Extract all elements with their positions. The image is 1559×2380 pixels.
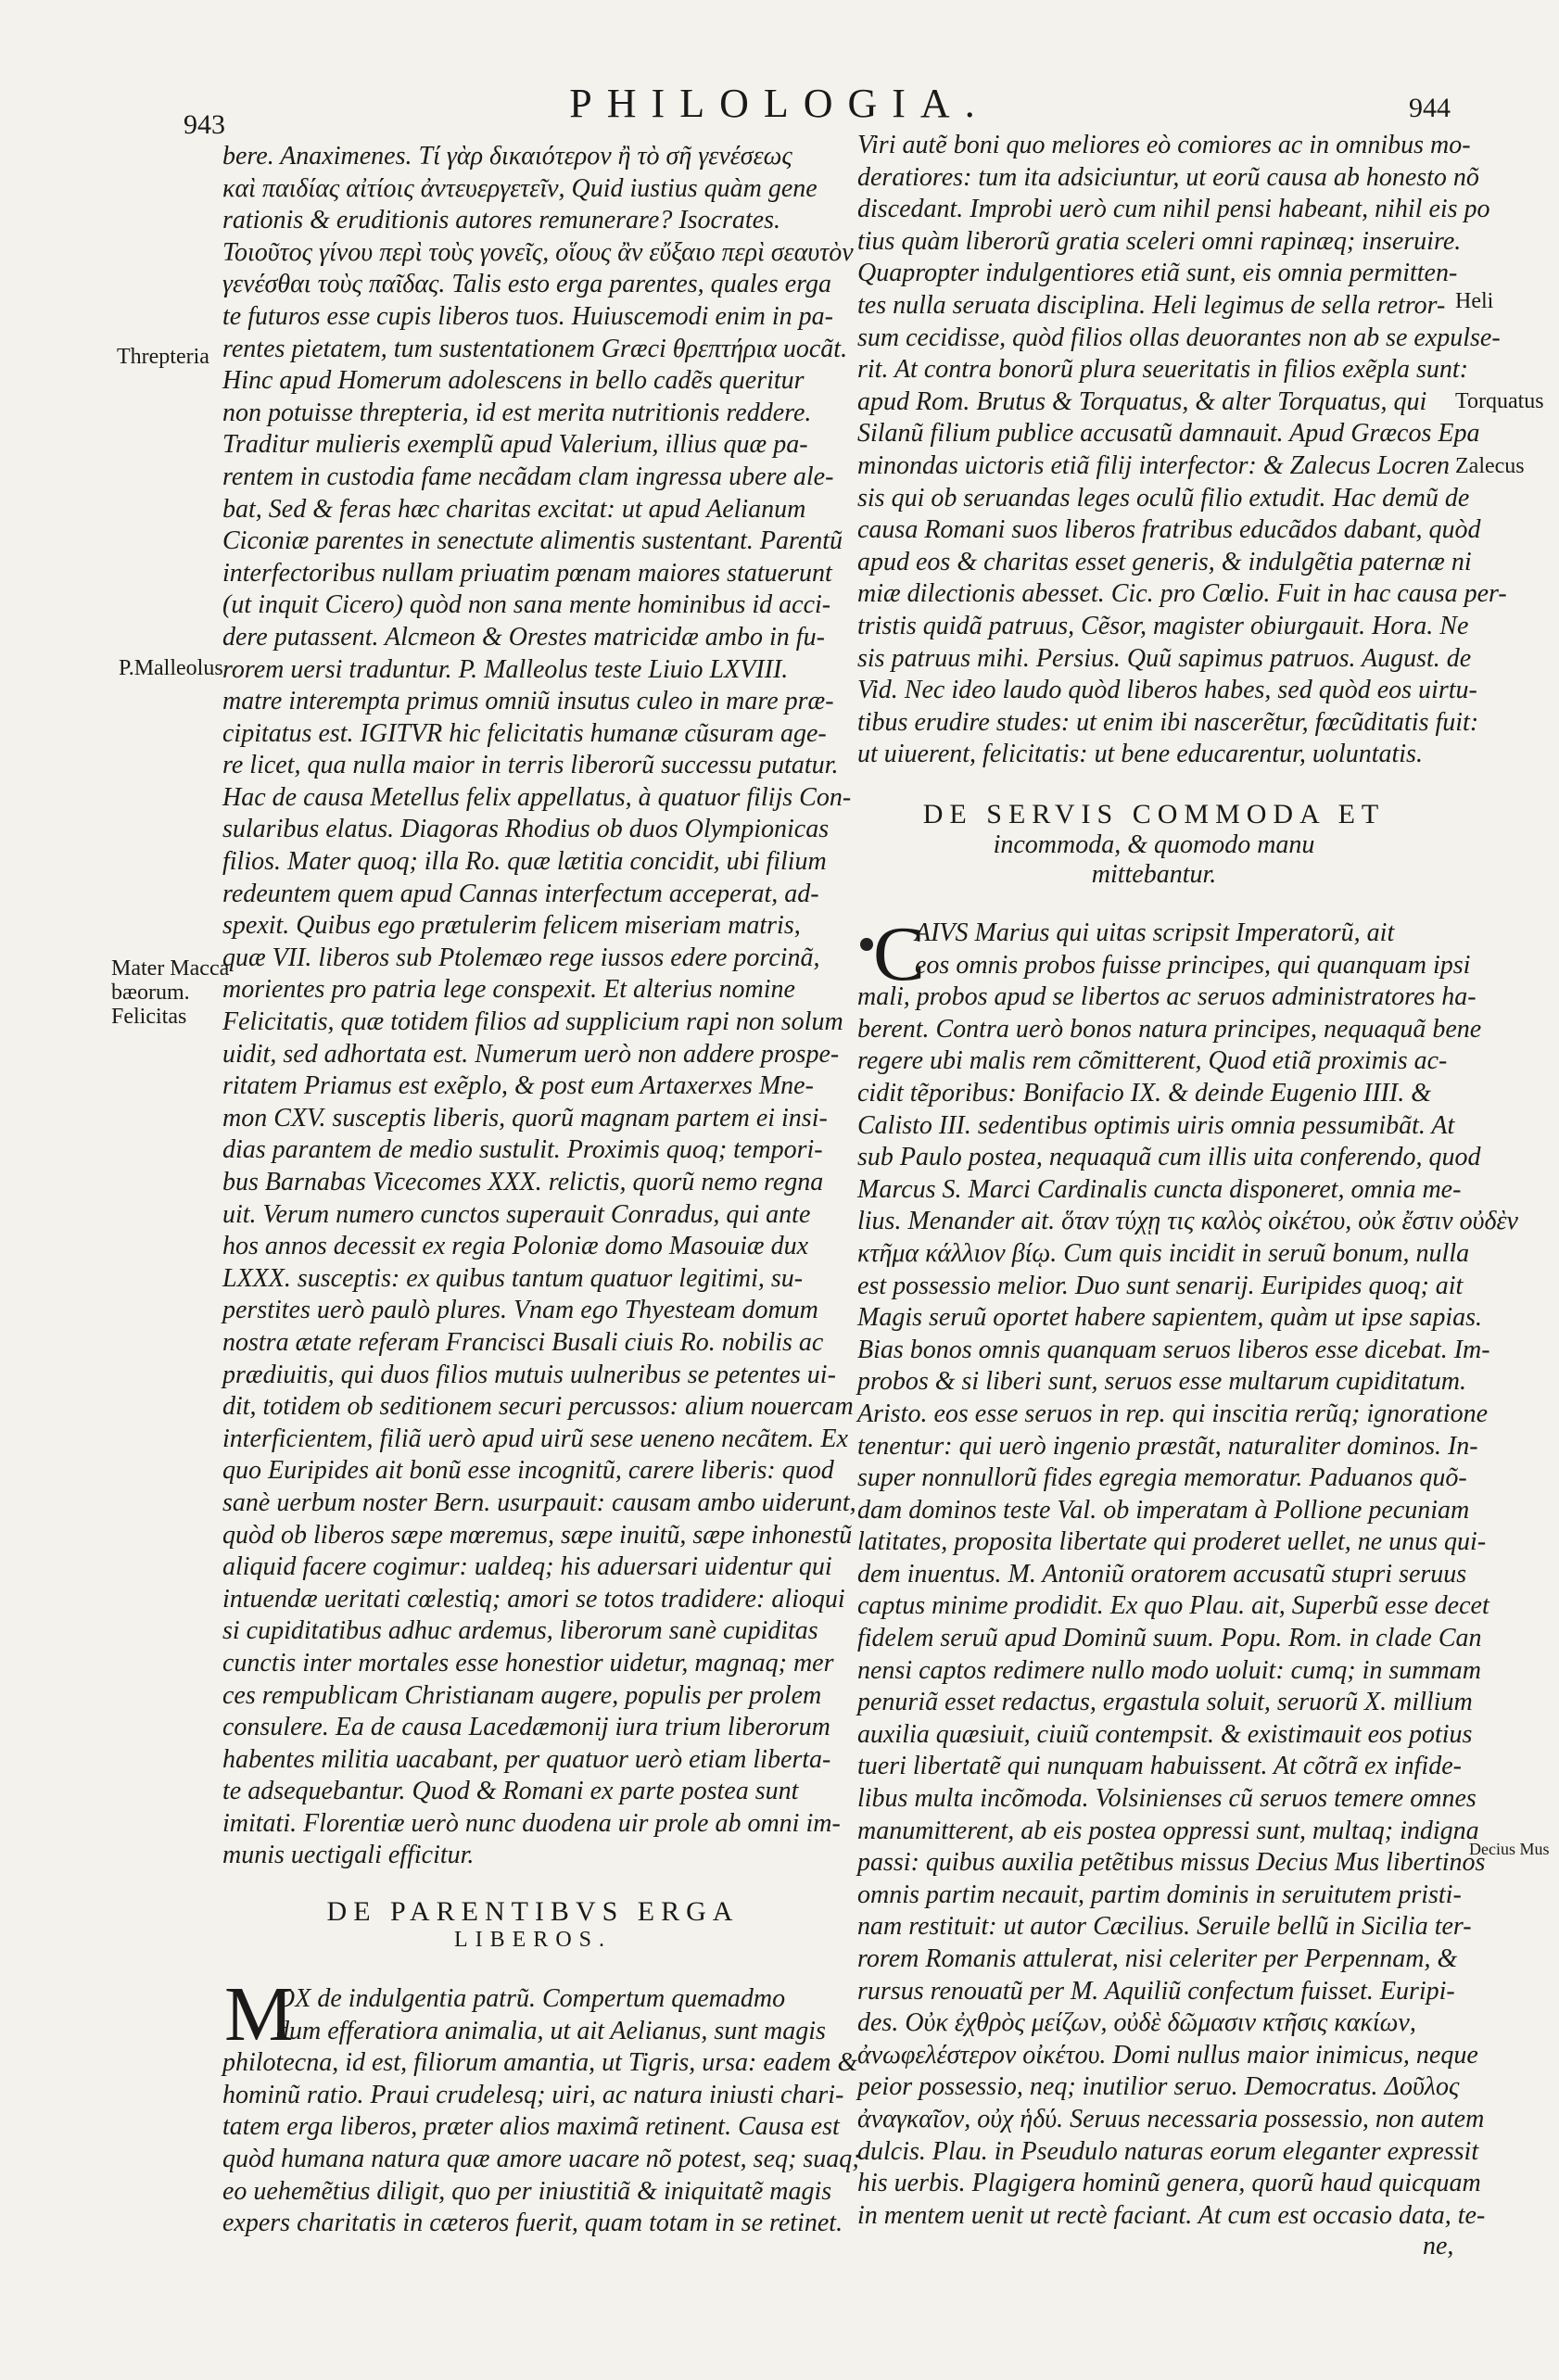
drop-cap-m: M — [224, 1971, 294, 2057]
text-line: dulcis. Plau. in Pseudulo naturas eorum eleganter expressit — [857, 2136, 1479, 2166]
text-line: tueri libertatẽ qui nunquam habuissent. At cõtrã ex infide- — [857, 1752, 1462, 1781]
text-line: Traditur mulieris exemplũ apud Valerium, illius quæ pa- — [222, 430, 808, 460]
text-line: Bias bonos omnis quanquam seruos liberos esse dicebat. Im- — [857, 1335, 1490, 1364]
text-line: ces rempublicam Christianam augere, populis per prolem — [222, 1680, 822, 1710]
text-line: eo uehemẽtius diligit, quo per iniustitiã & iniquitatẽ magis — [222, 2176, 832, 2206]
text-line: intuendæ ueritati cœlestiq; amori se totos tradidere: alioqui — [222, 1584, 845, 1614]
text-line: perstites uerò paulò plures. Vnam ego Thyesteam domum — [222, 1296, 818, 1325]
text-line: eos omnis probos fuisse principes, qui quanquam ipsi — [915, 950, 1471, 980]
text-line: probos & si liberi sunt, seruos esse multarum cupiditatum. — [857, 1367, 1466, 1397]
text-line: Calisto III. sedentibus optimis uiris omnia pessumibãt. At — [857, 1110, 1455, 1140]
text-line: interfectoribus nullam priuatim pœnam maiores statuerunt — [222, 558, 832, 588]
text-line: rentem in custodia fame necãdam clam ingressa ubere ale- — [222, 462, 834, 491]
heading-line: mittebantur. — [1091, 860, 1217, 889]
text-line: passi: quibus auxilia petẽtibus missus Decius Mus libertinos — [857, 1848, 1486, 1878]
heading-line: LIBEROS. — [453, 1928, 612, 1952]
text-line: Silanũ filium publice accusatũ damnauit. Apud Græcos Epa — [857, 419, 1480, 449]
text-line: AIVS Marius qui uitas scripsit Imperatorũ, ait — [915, 918, 1395, 947]
text-line: rursus renouatũ per M. Aquiliũ confectum fuisset. Euripi- — [857, 1976, 1455, 2006]
margin-note-heli: Heli — [1455, 289, 1494, 313]
text-line: hos annos decessit ex regia Poloniæ domo Masouiæ dux — [222, 1232, 809, 1261]
right-column-top — [857, 130, 1507, 771]
text-line: LXXX. susceptis: ex quibus tantum quatuor legitimi, su- — [222, 1263, 804, 1293]
margin-note-decius-mus: Decius Mus — [1469, 1840, 1550, 1858]
text-line: Hinc apud Homerum adolescens in bello cadẽs queritur — [222, 366, 805, 396]
text-line: καὶ παιδίας αἰτίοις ἀντευεργετεῖν, Quid iustius quàm gene — [222, 173, 818, 203]
text-line: quòd humana natura quæ amore uacare nõ potest, seq; suaq; — [222, 2144, 861, 2173]
margin-note-torquatus: Torquatus — [1455, 389, 1544, 413]
text-line: tes nulla seruata disciplina. Heli legimus de sella retror- — [857, 290, 1446, 320]
text-line: des. Οὐκ ἐχθρὸς μείζων, οὐδὲ δῶμασιν κτῆσις κακίων, — [857, 2008, 1416, 2038]
section-heading-de-servis — [857, 799, 1451, 890]
text-line: lius. Menander ait. ὅταν τύχῃ τις καλὸς οἰκέτου, οὐκ ἔστιν οὐδὲν — [857, 1207, 1518, 1236]
text-line: aliquid facere cogimur: ualdeq; his aduersari uidentur qui — [222, 1552, 832, 1582]
margin-note-mater-maccabaeorum: Mater Macca bæorum. Felicitas — [111, 956, 230, 1029]
text-line: dem inuentus. M. Antoniũ oratorem accusatũ stupri seruus — [857, 1559, 1467, 1589]
heading-line: DE SERVIS COMMODA ET — [922, 799, 1386, 829]
text-line: habentes militia uacabant, per quatuor uerò etiam liberta- — [222, 1744, 831, 1774]
text-line: te adsequebantur. Quod & Romani ex parte postea sunt — [222, 1777, 799, 1806]
right-column-bottom — [857, 911, 1518, 2232]
left-column-bottom — [222, 1983, 861, 2240]
text-line: consulere. Ea de causa Lacedæmonij iura trium liberorum — [222, 1713, 830, 1742]
text-line: quòd ob liberos sæpe mœremus, sæpe inuitũ, sæpe inhonestũ — [222, 1520, 853, 1550]
text-line: latitates, proposita libertate qui proderet uellet, ne unus qui- — [857, 1527, 1487, 1557]
text-line: rorem Romanis attulerat, nisi celeriter per Perpennam, & — [857, 1944, 1458, 1973]
text-line: spexit. Quibus ego prætulerim felicem miseriam matris, — [222, 911, 801, 941]
text-line: dere putassent. Alcmeon & Orestes matricidæ ambo in fu- — [222, 622, 825, 652]
text-line: te futuros esse cupis liberos tuos. Huiuscemodi enim in pa- — [222, 301, 833, 331]
text-line: in mentem uenit ut rectè faciant. At cum est occasio data, te- — [857, 2200, 1486, 2230]
text-line: tius quàm liberorũ gratia sceleri omni rapinæq; inseruire. — [857, 226, 1462, 256]
text-line: si cupiditatibus adhuc ardemus, liberorum sanè cupiditas — [222, 1616, 818, 1646]
text-line: miæ dilectionis abesset. Cic. pro Cœlio. Fuit in hac causa per- — [857, 579, 1507, 609]
text-line: apud eos & charitas esset generis, & indulgẽtia paternæ ni — [857, 547, 1472, 576]
text-line: dit, totidem ob seditionem securi percussos: alium nouercam — [222, 1392, 854, 1422]
text-line: omnis partim necauit, partim dominis in seruitutem pristi- — [857, 1880, 1462, 1909]
text-line: rationis & eruditionis autores remunerare? Isocrates. — [222, 206, 780, 235]
text-line: Ciconiæ parentes in senectute alimentis sustentant. Parentũ — [222, 526, 843, 556]
text-line: auxilia quæsiuit, ciuiũ contempsit. & existimauit eos potius — [857, 1719, 1473, 1749]
heading-line: incommoda, & quomodo manu — [993, 830, 1315, 859]
text-line: interficientem, filiã uerò apud uirũ sese ueneno necãtem. Ex — [222, 1424, 848, 1453]
text-line: super nonnullorũ fides egregia memoratur. Paduanos quõ- — [857, 1463, 1467, 1493]
text-line: Felicitatis, quæ totidem filios ad supplicium rapi non solum — [222, 1007, 843, 1037]
text-line: sub Paulo postea, nequaquã cum illis uita conferendo, quod — [857, 1143, 1481, 1172]
text-line: captus minime prodidit. Ex quo Plau. ait, Superbũ esse decet — [857, 1591, 1489, 1621]
text-line: γενέσθαι τοὺς παῖδας. Talis esto erga parentes, quales erga — [222, 270, 832, 299]
text-line: re licet, qua nulla maior in terris liberorũ successu putatur. — [222, 751, 839, 780]
section-heading-de-parentibus — [222, 1896, 843, 1953]
running-title: PHILOLOGIA. — [569, 81, 990, 126]
text-line: tristis quidã patruus, Cẽsor, magister obiurgauit. Hora. Ne — [857, 611, 1469, 640]
text-line: manumitterent, ab eis postea oppressi sunt, multaq; indigna — [857, 1816, 1479, 1845]
left-column-top — [222, 141, 856, 1872]
text-line: ἀναγκαῖον, οὐχ ἡδύ. Seruus necessaria possessio, non autem — [857, 2104, 1485, 2133]
text-line: cunctis inter mortales esse honestior uidetur, magnaq; mer — [222, 1648, 834, 1677]
text-line: sanè uerbum noster Bern. usurpauit: causam ambo uiderunt, — [222, 1488, 856, 1517]
text-line: fidelem seruũ apud Dominũ suum. Popu. Rom. in clade Can — [857, 1624, 1482, 1653]
text-line: expers charitatis in cæteros fuerit, quam totam in se retinet. — [222, 2209, 843, 2238]
text-line: berent. Contra uerò bonos natura principes, nequaquã bene — [857, 1014, 1482, 1044]
text-line: rorem uersi traduntur. P. Malleolus teste Liuio LXVIII. — [222, 654, 789, 684]
text-line: regere ubi malis rem cõmitterent, Quod etiã proximis ac- — [857, 1046, 1448, 1076]
text-line: morientes pro patria lege conspexit. Et alterius nomine — [222, 975, 795, 1005]
text-line: causa Romani suos liberos fratribus educãdos dabant, quòd — [857, 515, 1481, 545]
text-line: quo Euripides ait bonũ esse incognitũ, carere liberis: quod — [222, 1456, 834, 1486]
text-line: Quapropter indulgentiores etiã sunt, eis omnia permitten- — [857, 259, 1458, 288]
page-number-left: 943 — [184, 109, 225, 140]
text-line: bere. Anaximenes. Τί γὰρ δικαιότερον ἢ τὸ σῆ γενέσεως — [222, 142, 792, 171]
text-line: Vid. Nec ideo laudo quòd liberos habes, sed quòd eos uirtu- — [857, 676, 1477, 705]
text-line: filios. Mater quoq; illa Ro. quæ lætitia concidit, ubi filium — [222, 847, 827, 877]
text-line: munis uectigali efficitur. — [222, 1841, 475, 1870]
text-line: uidit, sed adhortata est. Numerum uerò non addere prospe- — [222, 1039, 840, 1069]
text-line: dias parantem de medio sustulit. Proximis quoq; tempori- — [222, 1135, 823, 1165]
text-line: peior possessio, neq; inutilior seruo. Democratus. Δοῦλος — [857, 2072, 1460, 2102]
page-number-right: 944 — [1409, 93, 1451, 123]
text-line: bus Barnabas Vicecomes XXX. relictis, quorũ nemo regna — [222, 1168, 824, 1196]
text-line: discedant. Improbi uerò cum nihil pensi habeant, nihil eis po — [857, 195, 1490, 224]
text-line: dam dominos teste Val. ob imperatam à Pollione pecuniam — [857, 1495, 1470, 1525]
heading-line: DE PARENTIBVS ERGA — [326, 1896, 740, 1927]
text-line: mali, probos apud se libertos ac seruos administratores ha- — [857, 982, 1477, 1012]
text-line: redeuntem quem apud Cannas interfectum acceperat, ad- — [222, 879, 819, 908]
text-line: sis patruus mihi. Persius. Quũ sapimus patruos. August. de — [857, 643, 1472, 673]
text-line: uit. Verum numero cunctos superauit Conradus, qui ante — [222, 1199, 811, 1229]
text-line: ritatem Priamus est exẽplo, & post eum Artaxerxes Mne- — [222, 1071, 814, 1101]
text-line: penuriã esset redactus, ergastula soluit, seruorũ X. millium — [857, 1688, 1473, 1717]
margin-note-zalecus: Zalecus — [1455, 454, 1525, 478]
margin-note-malleolus: P.Malleolus — [119, 656, 223, 680]
text-line: imitati. Florentiæ uerò nunc duodena uir prole ab omni im- — [222, 1808, 841, 1838]
text-line: his uerbis. Plagigera hominũ genera, quorũ haud quicquam — [857, 2169, 1481, 2198]
text-line: deratiores: tum ita adsiciuntur, ut eorũ causa ab honesto nõ — [857, 162, 1479, 192]
text-line: libus multa incõmoda. Volsinienses cũ seruos temere omnes — [857, 1784, 1477, 1814]
text-line: ἀνωφελέστερον οἰκέτου. Domi nullus maior inimicus, neque — [857, 2040, 1478, 2070]
text-line: rit. At contra bonorũ plura seueritatis in filios exẽpla sunt: — [857, 355, 1469, 385]
text-line: prædiuitis, qui duos filios mutuis uulneribus se petentes ui- — [222, 1360, 836, 1389]
drop-cap-c: C — [873, 911, 926, 997]
text-line: tenentur: qui uerò ingenio præstãt, naturaliter dominos. In- — [857, 1431, 1478, 1461]
text-line: dum efferatiora animalia, ut ait Aelianus, sunt magis — [276, 2016, 826, 2045]
text-line: Magis seruũ oportet habere sapientem, quàm ut ipse sapias. — [857, 1303, 1483, 1333]
text-line: minondas uictoris etiã filij interfector: & Zalecus Locren — [857, 450, 1451, 480]
text-line: sum cecidisse, quòd filios ollas deuorantes non ab se expulse- — [857, 323, 1501, 352]
text-line: ut uiuerent, felicitatis: ut bene educarentur, uoluntatis. — [857, 740, 1423, 769]
text-line: bat, Sed & feras hæc charitas excitat: ut apud Aelianum — [222, 494, 806, 524]
text-line: OX de indulgentia patrũ. Compertum quemadmo — [276, 1984, 786, 2013]
text-line: mon CXV. susceptis liberis, quorũ magnam partem ei insi- — [222, 1103, 828, 1133]
text-line: nensi captos redimere nullo modo uoluit: cumq; in summam — [857, 1655, 1481, 1685]
text-line: est possessio melior. Duo sunt senarij. Euripides quoq; ait — [857, 1271, 1464, 1300]
text-line: rentes pietatem, tum sustentationem Græci θρεπτήρια uocãt. — [222, 334, 848, 363]
text-line: Τοιοῦτος γίνου περὶ τοὺς γονεῖς, οἵους ἂν εὔξαιο περὶ σεαυτὸν — [222, 237, 854, 267]
text-line: philotecna, id est, filiorum amantia, ut Tigris, ursa: eadem & — [222, 2048, 858, 2078]
text-line: matre interempta primus omniũ insutus culeo in mare præ- — [222, 687, 834, 716]
text-line: tibus erudire studes: ut enim ibi nascerẽtur, fœcũditatis fuit: — [857, 707, 1479, 737]
text-line: apud Rom. Brutus & Torquatus, & alter Torquatus, qui — [857, 386, 1427, 416]
text-line: Marcus S. Marci Cardinalis cuncta disponeret, omnia me- — [857, 1174, 1462, 1204]
text-line: sis qui ob seruandas leges oculũ filio extudit. Hac demũ de — [857, 483, 1470, 513]
text-line: Viri autẽ boni quo meliores eò comiores ac in omnibus mo- — [857, 131, 1471, 159]
catchword: ne, — [1423, 2232, 1454, 2260]
text-line: non potuisse threpteria, id est merita nutritionis reddere. — [222, 398, 812, 427]
text-line: Hac de causa Metellus felix appellatus, à quatuor filijs Con- — [222, 782, 852, 812]
text-line: cipitatus est. IGITVR hic felicitatis humanæ cũsuram age- — [222, 718, 827, 748]
text-line: κτῆμα κάλλιον βίῳ. Cum quis incidit in seruũ bonum, nulla — [857, 1238, 1470, 1268]
text-line: cidit tẽporibus: Bonifacio IX. & deinde Eugenio IIII. & — [857, 1078, 1431, 1108]
text-line: tatem erga liberos, præter alios maximã retinent. Causa est — [222, 2112, 840, 2142]
margin-note-threpteria: Threpteria — [117, 345, 209, 369]
text-line: Aristo. eos esse seruos in rep. qui inscitia rerũq; ignoratione — [857, 1399, 1488, 1428]
text-line: nostra ætate referam Francisci Busali ciuis Ro. nobilis ac — [222, 1327, 824, 1357]
text-line: sularibus elatus. Diagoras Rhodius ob duos Olympionicas — [222, 815, 830, 844]
text-line: nam restituit: ut autor Cæcilius. Seruile bellũ in Sicilia ter- — [857, 1912, 1472, 1942]
text-line: hominũ ratio. Praui crudelesq; uiri, ac natura iniusti chari- — [222, 2080, 844, 2109]
text-line: (ut inquit Cicero) quòd non sana mente hominibus id acci- — [222, 590, 831, 620]
text-line: quæ VII. liberos sub Ptolemæo rege iussos edere porcinã, — [222, 943, 820, 972]
